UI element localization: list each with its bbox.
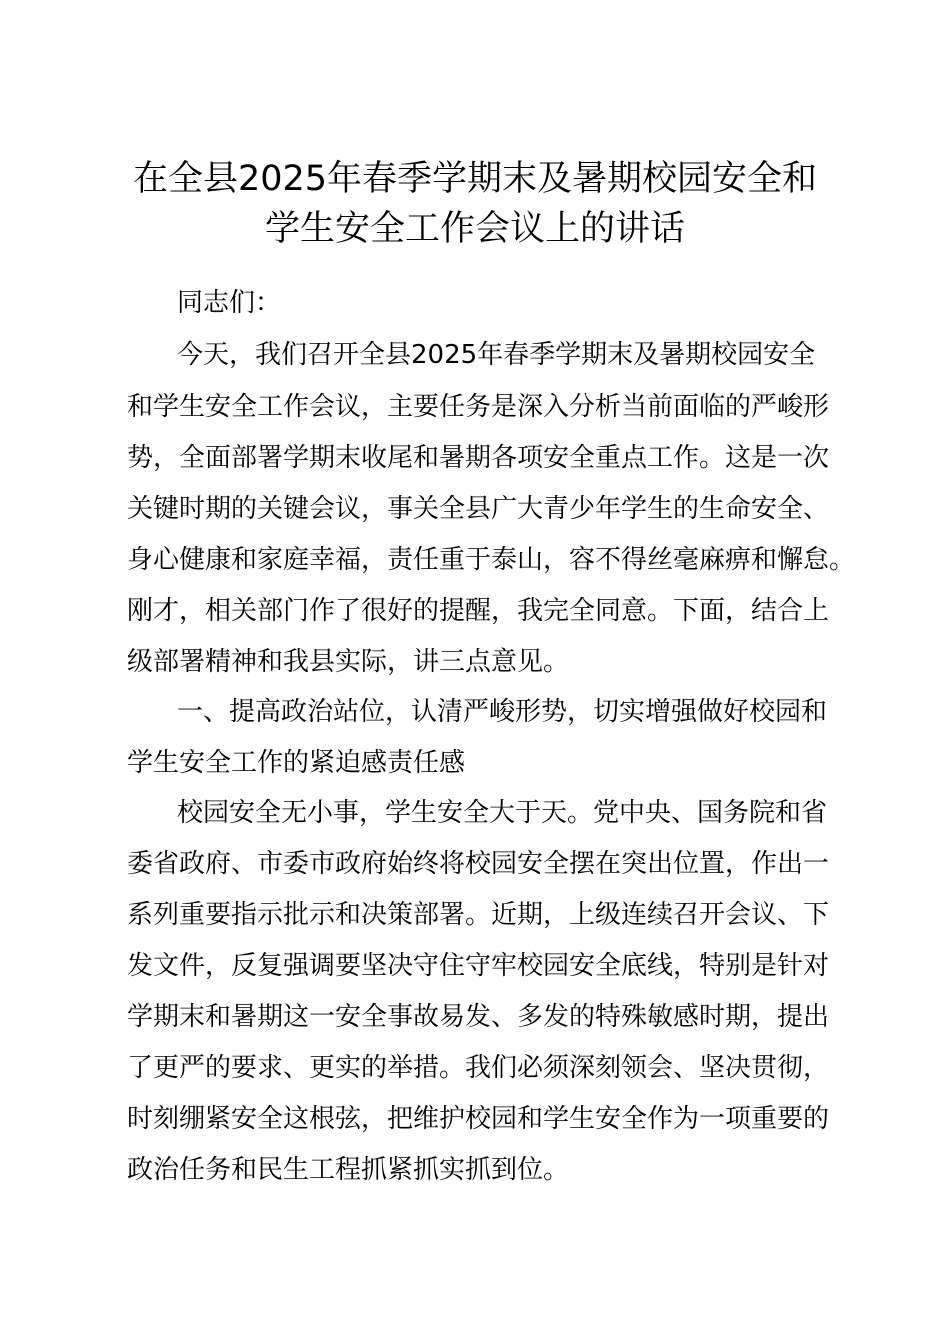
- body-line: 和学生安全工作会议，主要任务是深入分析当前面临的严峻形: [127, 392, 830, 422]
- body-line: 系列重要指示批示和决策部署。近期，上级连续召开会议、下: [127, 900, 830, 930]
- document-title-line-2: 学生安全工作会议上的讲话: [264, 209, 685, 249]
- body-line: 了更严的要求、更实的举措。我们必须深刻领会、坚决贯彻，: [127, 1053, 830, 1083]
- body-line: 政治任务和民生工程抓紧抓实抓到位。: [127, 1155, 570, 1185]
- salutation: 同志们：: [177, 288, 282, 318]
- body-line: 关键时期的关键会议，事关全县广大青少年学生的生命安全、: [127, 494, 830, 524]
- body-line: 发文件，反复强调要坚决守住守牢校园安全底线，特别是针对: [127, 951, 830, 981]
- body-line: 校园安全无小事，学生安全大于天。党中央、国务院和省: [177, 798, 828, 828]
- body-line: 时刻绷紧安全这根弦，把维护校园和学生安全作为一项重要的: [127, 1104, 830, 1134]
- body-line: 学期末和暑期这一安全事故易发、多发的特殊敏感时期，提出: [127, 1002, 830, 1032]
- body-line: 势，全面部署学期末收尾和暑期各项安全重点工作。这是一次: [127, 443, 830, 473]
- body-line: 今天，我们召开全县2025年春季学期末及暑期校园安全: [177, 340, 816, 370]
- body-line: 委省政府、市委市政府始终将校园安全摆在突出位置，作出一: [127, 849, 830, 879]
- body-line: 级部署精神和我县实际，讲三点意见。: [127, 647, 570, 677]
- section-heading-line: 学生安全工作的紧迫感责任感: [127, 748, 466, 778]
- document-title-line-1: 在全县2025年春季学期末及暑期校园安全和: [132, 159, 818, 199]
- section-heading-line: 一、提高政治站位，认清严峻形势，切实增强做好校园和: [177, 697, 828, 727]
- body-line: 身心健康和家庭幸福，责任重于泰山，容不得丝毫麻痹和懈怠。: [127, 545, 856, 575]
- body-line: 刚才，相关部门作了很好的提醒，我完全同意。下面，结合上: [127, 596, 830, 626]
